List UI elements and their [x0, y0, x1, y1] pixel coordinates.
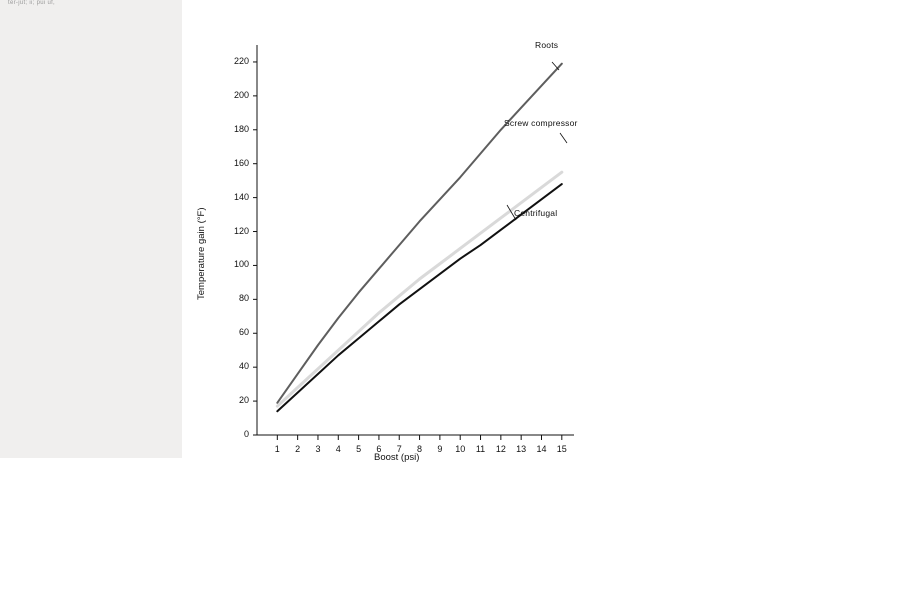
y-tick-label: 160: [233, 157, 249, 168]
y-axis-label: Temperature gain (°F): [196, 207, 207, 300]
x-tick-label: 12: [495, 444, 506, 454]
x-tick-label: 10: [455, 444, 466, 454]
y-tick-label: 200: [233, 89, 249, 100]
y-tick-label: 180: [233, 123, 249, 134]
x-tick-label: 1: [274, 444, 280, 454]
y-tick-label: 80: [238, 293, 249, 304]
x-tick-label: 14: [536, 444, 547, 454]
x-tick-label: 4: [335, 444, 341, 454]
scan-header-text: ter-jut; ii; pui uf,: [8, 0, 56, 6]
series-line-roots: [277, 64, 561, 403]
y-tick-label: 220: [233, 55, 249, 66]
chart-plot-area: [182, 0, 683, 493]
y-tick-label: 0: [243, 429, 249, 439]
y-tick-label: 120: [233, 225, 249, 236]
scan-lower-block: [0, 493, 900, 600]
x-tick-label: 7: [396, 444, 402, 454]
scan-right-band: [683, 0, 900, 458]
x-tick-label: 2: [295, 444, 301, 454]
series-line-centrifugal: [277, 184, 561, 411]
series-label-roots: Roots: [535, 40, 559, 50]
x-tick-label: 3: [315, 444, 321, 454]
x-axis-label: Boost (psi): [374, 452, 420, 463]
y-tick-label: 100: [233, 259, 249, 270]
annotation-leader-lines: [507, 62, 567, 220]
x-axis-ticks: [277, 435, 561, 440]
chart-figure: [182, 0, 683, 493]
x-tick-label: 8: [417, 444, 423, 454]
y-tick-label: 20: [238, 395, 249, 406]
x-tick-label: 5: [356, 444, 362, 454]
series-label-centrifugal: Centrifugal: [514, 208, 558, 218]
x-tick-label: 15: [556, 444, 567, 454]
series-label-screw-compressor: Screw compressor: [504, 118, 578, 128]
y-axis-ticks: [253, 62, 257, 435]
x-tick-label: 6: [376, 444, 382, 454]
x-tick-label: 11: [475, 444, 486, 454]
x-tick-label: 13: [516, 444, 527, 454]
x-tick-label: 9: [437, 444, 443, 454]
y-tick-label: 140: [233, 191, 249, 202]
chart-series-group: [277, 64, 561, 412]
y-tick-label: 40: [238, 361, 249, 372]
scan-left-band: [0, 0, 182, 458]
y-tick-label: 60: [238, 327, 249, 338]
